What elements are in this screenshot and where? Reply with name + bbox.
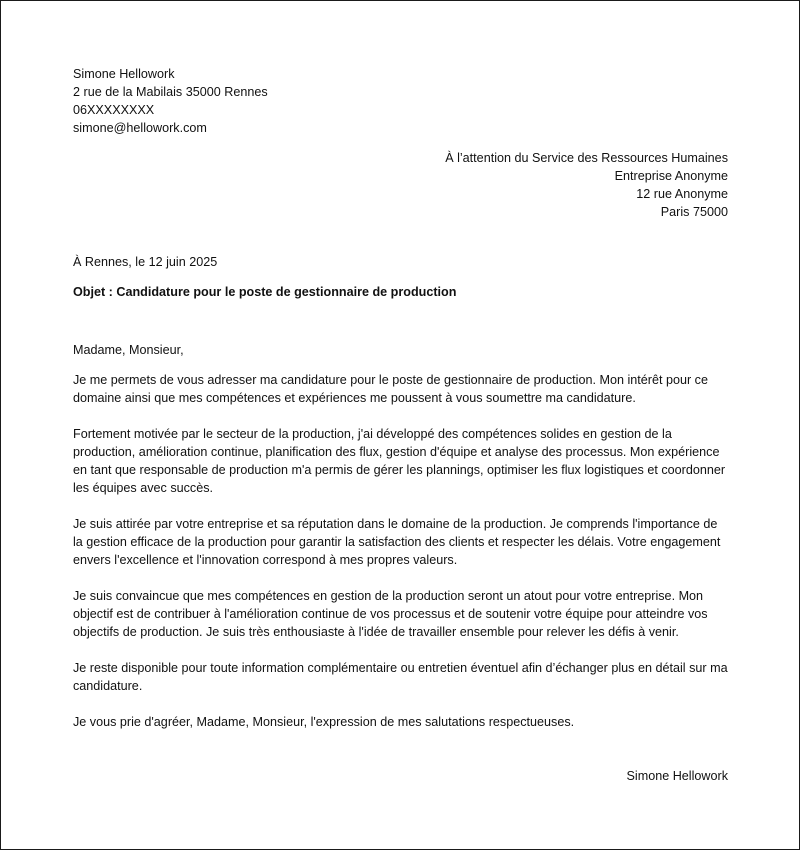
cover-letter — [73, 65, 728, 785]
body-paragraph: Je me permets de vous adresser ma candidature pour le poste de gestionnaire de production. Mon intérêt pour ce domaine ainsi que mes compétences et expériences me poussent à vous soumettre ma candidature. — [73, 373, 708, 405]
sender-phone: 06XXXXXXXX — [73, 103, 155, 117]
recipient-block — [73, 149, 728, 221]
subject-line: Objet : Candidature pour le poste de gestionnaire de production — [73, 285, 457, 299]
recipient-attention: À l’attention du Service des Ressources Humaines — [445, 151, 728, 165]
recipient-company: Entreprise Anonyme — [614, 169, 728, 183]
salutation: Madame, Monsieur, — [73, 343, 184, 357]
letter-body — [73, 371, 728, 695]
body-paragraph: Je reste disponible pour toute information complémentaire ou entretien éventuel afin d’échanger plus en détail sur ma candidature. — [73, 661, 728, 693]
body-paragraph: Fortement motivée par le secteur de la production, j'ai développé des compétences solides en gestion de la production, amélioration continue, planification des flux, gestion d'équipe et analyse des processus. Mon expérience en tant que responsable de production m'a permis de gérer les plannings, optimiser les flux logistiques et coordonner les équipes avec succès. — [73, 427, 726, 495]
sender-address: 2 rue de la Mabilais 35000 Rennes — [73, 85, 268, 99]
body-paragraph: Je suis convaincue que mes compétences en gestion de la production seront un atout pour votre entreprise. Mon objectif est de contribuer à l'amélioration continue de vos processus et de soutenir votre équipe pour atteindre vos objectifs de production. Je suis très enthousiaste à l'idée de travailler ensemble pour relever les défis à venir. — [73, 589, 708, 639]
body-paragraph: Je suis attirée par votre entreprise et sa réputation dans le domaine de la production. Je comprends l'importance de la gestion efficace de la production pour garantir la satisfaction des clients et respecter les délais. Votre engagement envers l'excellence et l'innovation correspond à mes propres valeurs. — [73, 517, 721, 567]
sender-block — [73, 65, 728, 137]
sender-name: Simone Hellowork — [73, 67, 175, 81]
recipient-street: 12 rue Anonyme — [636, 187, 728, 201]
closing-formula: Je vous prie d'agréer, Madame, Monsieur, l'expression de mes salutations respectueuses. — [73, 715, 575, 729]
signature: Simone Hellowork — [626, 769, 728, 783]
date-line: À Rennes, le 12 juin 2025 — [73, 255, 218, 269]
sender-email: simone@hellowork.com — [73, 121, 207, 135]
recipient-city: Paris 75000 — [660, 205, 728, 219]
